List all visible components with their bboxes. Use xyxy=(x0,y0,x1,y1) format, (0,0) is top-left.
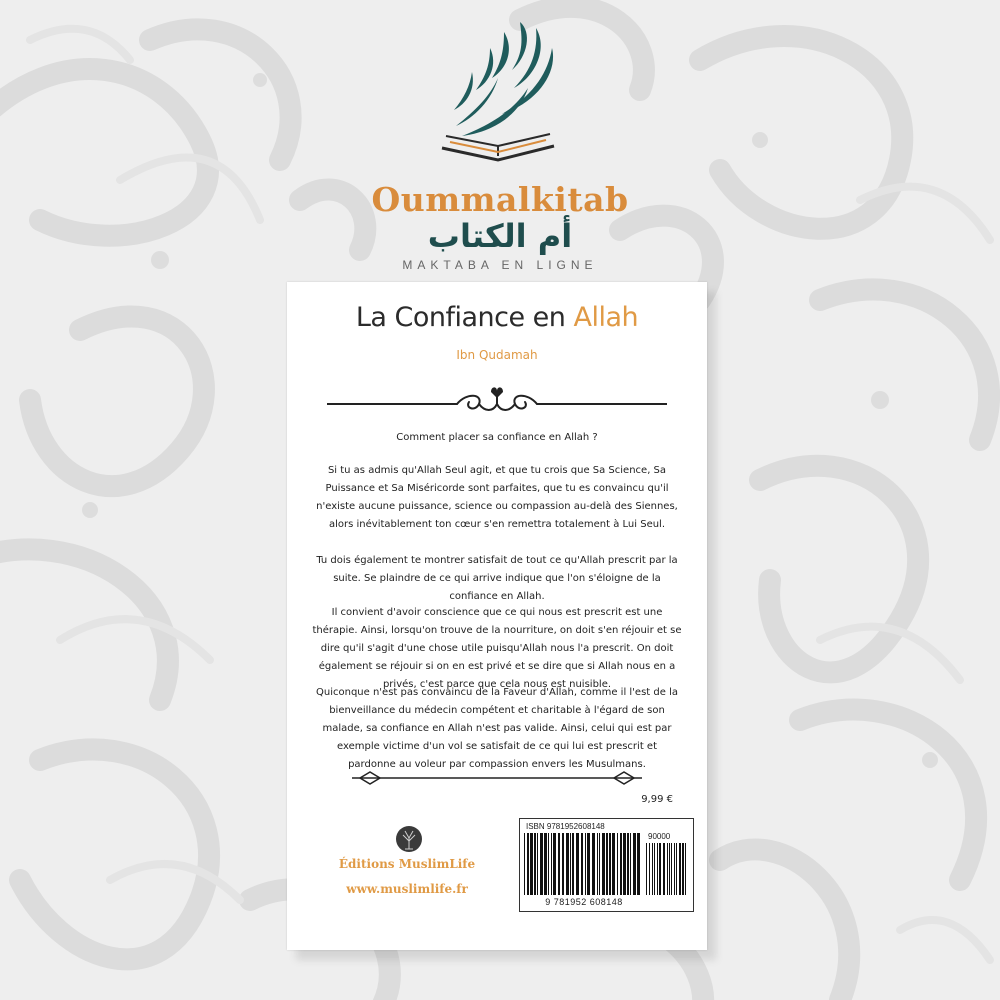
isbn-barcode xyxy=(519,818,694,912)
barcode-addon-number: 90000 xyxy=(648,832,671,841)
back-cover-paragraph: Il convient d'avoir conscience que ce qui nous est prescrit est une thérapie. Ainsi, lorsqu'on trouve de la nourriture, on doit s'en réjouir et se dire qu'il s'agit d'une chose utile puisqu'Allah nous l'a prescrit. On doit également se réjouir si on en est privé et se dire que si Allah nous en a privés, c'est parce que cela nous est nuisible. xyxy=(312,607,682,690)
isbn-label: ISBN 9781952608148 xyxy=(526,822,605,831)
book-title xyxy=(287,302,707,333)
ornamental-divider-icon xyxy=(327,382,667,418)
back-cover-paragraph: Quiconque n'est pas convaincu de la Faveur d'Allah, comme il l'est de la bienveillance du médecin compétent et charitable à l'égard de son malade, sa confiance en Allah n'est pas valide. Ainsi, celui qui est par exemple victime d'un vol se satisfait de ce qui lui est prescrit et pardonne au voleur par compassion envers les Musulmans. xyxy=(316,687,678,770)
barcode-digits: 9 781952 608148 xyxy=(545,897,623,907)
book-author: Ibn Qudamah xyxy=(456,348,538,362)
tree-logo-icon xyxy=(395,825,423,853)
brand-name: Oummalkitab xyxy=(371,180,629,219)
book-title-prefix: La Confiance en xyxy=(355,302,566,333)
book-title-accent: Allah xyxy=(573,302,639,333)
intro-question: Comment placer sa confiance en Allah ? xyxy=(396,432,598,443)
back-cover-paragraph: Tu dois également te montrer satisfait de tout ce qu'Allah prescrit par la suite. Se plaindre de ce qui arrive indique que l'on s'éloigne de la confiance en Allah. xyxy=(316,555,678,602)
book-price: 9,99 € xyxy=(641,794,673,805)
brand-tagline: MAKTABA EN LIGNE xyxy=(402,258,598,272)
brand-arabic-name: أم الكتاب xyxy=(427,217,573,255)
publisher-name: Éditions MuslimLife xyxy=(338,857,476,871)
back-cover-paragraph: Si tu as admis qu'Allah Seul agit, et que tu crois que Sa Science, Sa Puissance et Sa Miséricorde sont parfaites, que tu es convaincu qu'il n'existe aucune puissance, science ou compassion au-delà des Siennes, alors inévitablement ton cœur s'en remettra totalement à Lui Seul. xyxy=(316,465,678,530)
quill-book-logo-icon xyxy=(432,18,568,170)
ornamental-line-divider-icon xyxy=(352,768,642,788)
publisher-url: www.muslimlife.fr xyxy=(346,882,468,896)
barcode-bars-icon xyxy=(524,833,642,895)
book-back-cover xyxy=(287,282,707,950)
barcode-addon-bars-icon xyxy=(646,843,688,895)
